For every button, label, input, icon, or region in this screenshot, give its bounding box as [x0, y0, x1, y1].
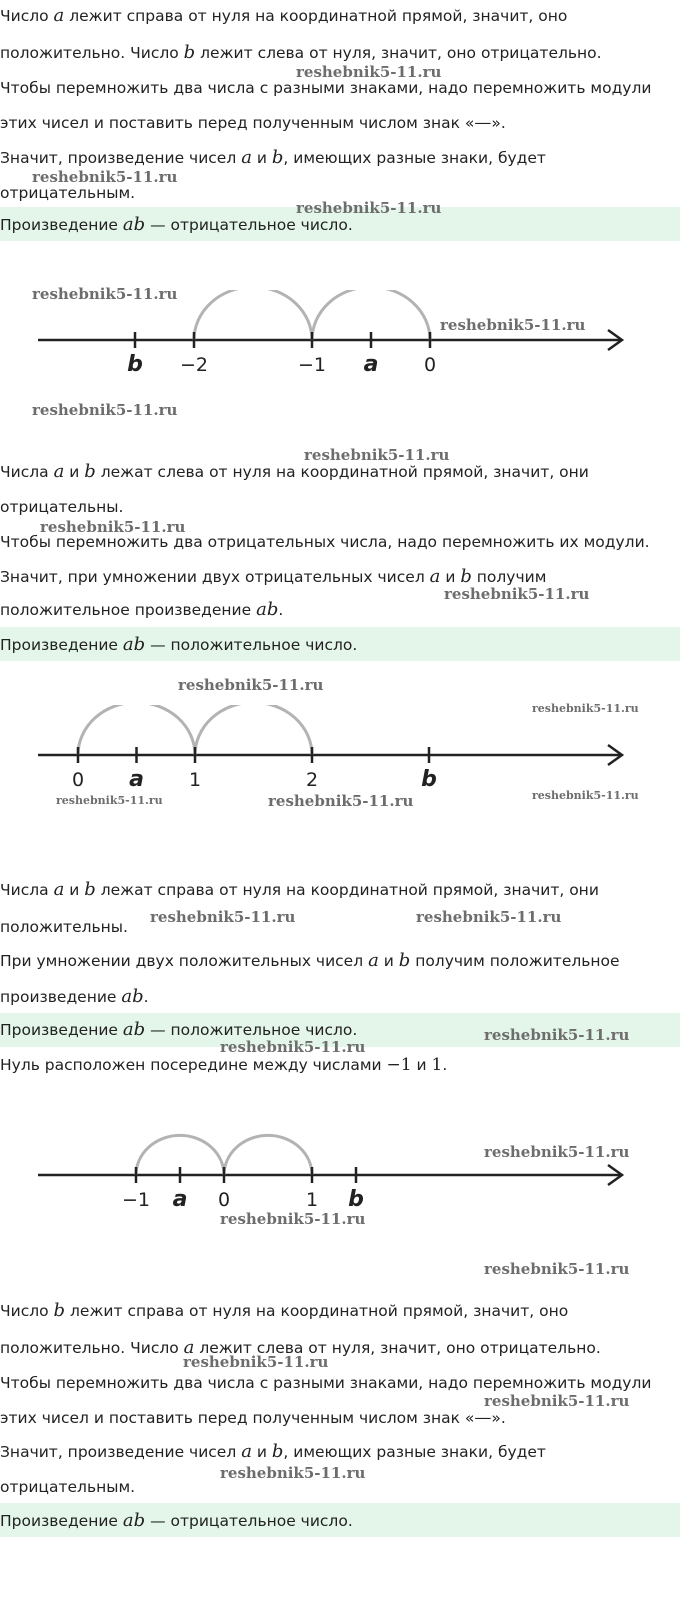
text-line: положительны.: [0, 918, 128, 936]
math-variable: b: [271, 1441, 284, 1462]
tick-label: 0: [71, 769, 85, 791]
tick-label: −1: [121, 1189, 151, 1211]
math-variable: a: [368, 950, 379, 971]
tick-label: 0: [423, 354, 437, 376]
watermark: reshebnik5-11.ru: [484, 1143, 630, 1161]
watermark: reshebnik5-11.ru: [220, 1210, 366, 1228]
math-symbol: —: [474, 113, 492, 133]
watermark: reshebnik5-11.ru: [484, 1392, 630, 1410]
math-variable: ab: [122, 1510, 146, 1531]
math-variable: a: [429, 566, 441, 587]
unit-arc: [195, 705, 312, 755]
math-symbol: −1: [386, 1055, 412, 1075]
math-variable: a: [53, 461, 65, 482]
text-line: Значит, при умножении двух отрицательных чисел a и b получим: [0, 566, 547, 587]
math-variable: b: [271, 147, 284, 168]
watermark: reshebnik5-11.ru: [532, 789, 639, 802]
conclusion-text: Произведение ab — отрицательное число.: [0, 214, 353, 235]
number-line-1: [0, 290, 680, 390]
text-line: положительно. Число a лежит слева от нуля, значит, оно отрицательно.: [0, 1337, 601, 1358]
tick-label: 1: [305, 1189, 319, 1211]
watermark: reshebnik5-11.ru: [40, 518, 186, 536]
math-variable: b: [84, 461, 96, 482]
watermark: reshebnik5-11.ru: [32, 401, 178, 419]
text-line: произведение ab.: [0, 986, 149, 1007]
text-line: Чтобы перемножить два отрицательных числа, надо перемножить их модули.: [0, 533, 650, 551]
watermark: reshebnik5-11.ru: [416, 908, 562, 926]
tick-label: 1: [188, 769, 202, 791]
text-line: отрицательным.: [0, 184, 136, 202]
watermark: reshebnik5-11.ru: [183, 1353, 329, 1371]
tick-label: −1: [297, 354, 327, 376]
text-line: Значит, произведение чисел a и b, имеющих разные знаки, будет: [0, 147, 546, 168]
text-line: отрицательны.: [0, 498, 124, 516]
text-line: положительно. Число b лежит слева от нуля, значит, оно отрицательно.: [0, 42, 602, 63]
math-variable: b: [84, 879, 96, 900]
math-variable: ab: [122, 1019, 146, 1040]
math-variable: a: [241, 1441, 252, 1462]
math-variable: a: [53, 5, 65, 26]
text-line: этих чисел и поставить перед полученным числом знак «—».: [0, 1408, 506, 1428]
math-variable: ab: [121, 986, 144, 1007]
math-symbol: 1: [431, 1055, 443, 1075]
watermark: reshebnik5-11.ru: [484, 1260, 630, 1278]
math-variable: a: [183, 1337, 195, 1358]
text-line: Числа a и b лежат слева от нуля на координатной прямой, значит, они: [0, 461, 589, 482]
watermark: reshebnik5-11.ru: [532, 702, 639, 715]
watermark: reshebnik5-11.ru: [178, 676, 324, 694]
point-label: a: [363, 352, 379, 377]
watermark: reshebnik5-11.ru: [304, 446, 450, 464]
text-line: При умножении двух положительных чисел a и b получим положительное: [0, 950, 620, 971]
watermark: reshebnik5-11.ru: [296, 199, 442, 217]
math-variable: b: [53, 1300, 66, 1321]
conclusion-text: Произведение ab — отрицательное число.: [0, 1510, 353, 1531]
watermark: reshebnik5-11.ru: [220, 1038, 366, 1056]
math-symbol: —: [474, 1408, 492, 1428]
watermark: reshebnik5-11.ru: [484, 1026, 630, 1044]
watermark: reshebnik5-11.ru: [296, 63, 442, 81]
watermark: reshebnik5-11.ru: [268, 792, 414, 810]
point-label: a: [172, 1187, 188, 1212]
text-line: Чтобы перемножить два числа с разными знаками, надо перемножить модули: [0, 1374, 652, 1392]
text-line: положительное произведение ab.: [0, 599, 284, 620]
math-variable: b: [398, 950, 411, 971]
text-line: этих чисел и поставить перед полученным числом знак «—».: [0, 113, 506, 133]
watermark: reshebnik5-11.ru: [440, 316, 586, 334]
unit-arc: [224, 1135, 312, 1175]
text-line: Значит, произведение чисел a и b, имеющих разные знаки, будет: [0, 1441, 546, 1462]
math-variable: ab: [122, 214, 146, 235]
point-label: a: [129, 767, 144, 792]
math-variable: ab: [256, 599, 279, 620]
conclusion-text: Произведение ab — положительное число.: [0, 634, 358, 655]
math-variable: b: [460, 566, 472, 587]
watermark: reshebnik5-11.ru: [32, 285, 178, 303]
math-variable: ab: [122, 634, 146, 655]
watermark: reshebnik5-11.ru: [444, 585, 590, 603]
text-line: Нуль расположен посередине между числами −1 и 1.: [0, 1055, 448, 1075]
watermark: reshebnik5-11.ru: [150, 908, 296, 926]
math-variable: b: [183, 42, 196, 63]
tick-label: 2: [305, 769, 319, 791]
math-variable: a: [53, 879, 65, 900]
text-line: Число a лежит справа от нуля на координатной прямой, значит, оно: [0, 5, 568, 26]
text-line: отрицательным.: [0, 1478, 136, 1496]
watermark: reshebnik5-11.ru: [220, 1464, 366, 1482]
tick-label: 0: [217, 1189, 231, 1211]
text-line: Чтобы перемножить два числа с разными знаками, надо перемножить модули: [0, 79, 652, 97]
point-label: b: [421, 767, 437, 792]
point-label: b: [127, 352, 143, 377]
conclusion-text: Произведение ab — положительное число.: [0, 1019, 358, 1040]
watermark: reshebnik5-11.ru: [56, 794, 163, 807]
math-variable: a: [241, 147, 252, 168]
text-line: Числа a и b лежат справа от нуля на координатной прямой, значит, они: [0, 879, 599, 900]
point-label: b: [348, 1187, 364, 1212]
tick-label: −2: [179, 354, 209, 376]
watermark: reshebnik5-11.ru: [32, 168, 178, 186]
unit-arc: [194, 290, 312, 340]
text-line: Число b лежит справа от нуля на координатной прямой, значит, оно: [0, 1300, 569, 1321]
